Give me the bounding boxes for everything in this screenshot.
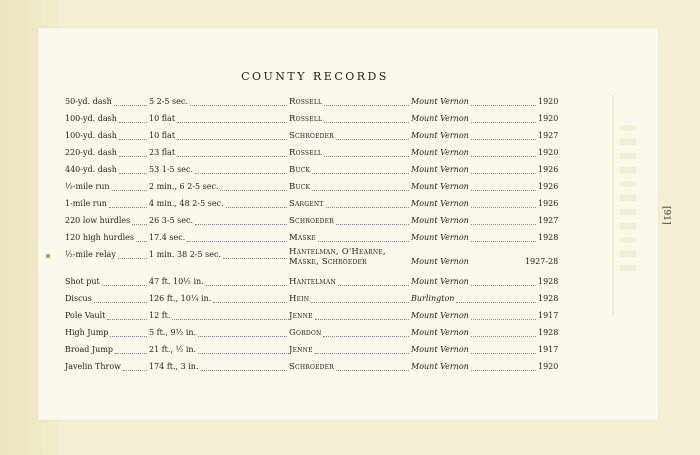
athlete-cell: Hantelman	[289, 277, 336, 287]
year-cell: 1917	[538, 311, 559, 320]
result-cell: 10 flat	[149, 131, 176, 140]
event-cell: 1-mile run	[65, 199, 107, 208]
athlete-cell: Schroeder	[289, 131, 334, 141]
record-row	[0, 247, 700, 274]
result-cell: 4 min., 48 2-5 sec.	[149, 199, 224, 208]
dot-leader	[110, 336, 147, 337]
result-cell: 23 flat	[149, 148, 176, 157]
dot-leader	[107, 319, 147, 320]
school-cell: Mount Vernon	[411, 114, 469, 123]
event-cell: 50-yd. dash	[65, 97, 112, 106]
dot-leader	[471, 156, 536, 157]
year-cell: 1920	[538, 148, 559, 157]
record-row	[0, 97, 700, 113]
athlete-cell: Schroeder	[289, 216, 334, 226]
dot-leader	[114, 105, 147, 106]
year-cell: 1926	[538, 182, 559, 191]
result-cell: 12 ft.	[149, 311, 171, 320]
result-cell: 1 min. 38 2-5 sec.	[149, 250, 222, 259]
school-cell: Mount Vernon	[411, 277, 469, 286]
dot-leader	[471, 190, 536, 191]
athlete-cell: Hein	[289, 294, 310, 304]
dot-leader	[324, 105, 409, 106]
event-cell: 220 low hurdles	[65, 216, 131, 225]
event-cell: Broad Jump	[65, 345, 114, 354]
dot-leader	[312, 190, 409, 191]
dot-leader	[198, 353, 287, 354]
dot-leader	[177, 122, 287, 123]
dot-leader	[312, 173, 409, 174]
school-cell: Mount Vernon	[411, 216, 469, 225]
year-cell: 1920	[538, 362, 559, 371]
dot-leader	[94, 302, 147, 303]
year-cell: 1926	[538, 199, 559, 208]
record-row	[0, 199, 700, 215]
dot-leader	[471, 122, 536, 123]
athlete-cell: Sargent	[289, 199, 324, 209]
athlete-cell: Gordon	[289, 328, 322, 338]
dot-leader	[471, 224, 536, 225]
result-cell: 5 2-5 sec.	[149, 97, 188, 106]
athlete-cell: Jenne	[289, 311, 313, 321]
event-cell: Pole Vault	[65, 311, 106, 320]
record-row	[0, 277, 700, 293]
event-cell: Shot put	[65, 277, 100, 286]
dot-leader	[190, 105, 287, 106]
event-cell: ½-mile relay	[65, 250, 116, 259]
result-cell: 174 ft., 3 in.	[149, 362, 199, 371]
year-cell: 1920	[538, 97, 559, 106]
event-cell: ½-mile run	[65, 182, 110, 191]
year-cell: 1920	[538, 114, 559, 123]
athlete-cell: Hantelman, O'Hearne,	[289, 247, 386, 257]
athlete-cell: Rossell	[289, 97, 323, 107]
result-cell: 26 3-5 sec.	[149, 216, 194, 225]
school-cell: Mount Vernon	[411, 182, 469, 191]
dot-leader	[187, 241, 287, 242]
dot-leader	[336, 370, 409, 371]
event-cell: Discus	[65, 294, 92, 303]
dot-leader	[177, 139, 287, 140]
dot-leader	[119, 139, 147, 140]
dot-leader	[471, 336, 536, 337]
result-cell: 47 ft. 10½ in.	[149, 277, 204, 286]
year-cell: 1928	[538, 328, 559, 337]
school-cell: Mount Vernon	[411, 199, 469, 208]
record-row	[0, 216, 700, 232]
year-cell: 1928	[538, 294, 559, 303]
year-cell: 1927	[538, 216, 559, 225]
dot-leader	[471, 319, 536, 320]
school-cell: Mount Vernon	[411, 131, 469, 140]
page-title: COUNTY RECORDS	[241, 70, 389, 83]
dot-leader	[471, 241, 536, 242]
year-cell: 1917	[538, 345, 559, 354]
athlete-cell: Buck	[289, 165, 311, 175]
record-row	[0, 114, 700, 130]
dot-leader	[132, 224, 147, 225]
athlete-cell: Maske	[289, 233, 317, 243]
school-cell: Mount Vernon	[411, 257, 469, 266]
result-cell: 10 flat	[149, 114, 176, 123]
dot-leader	[226, 207, 287, 208]
year-cell: 1928	[538, 233, 559, 242]
year-cell: 1927	[538, 131, 559, 140]
dot-leader	[206, 285, 287, 286]
school-cell: Mount Vernon	[411, 165, 469, 174]
dot-leader	[471, 370, 536, 371]
dot-leader	[471, 173, 536, 174]
record-row	[0, 165, 700, 181]
school-cell: Mount Vernon	[411, 328, 469, 337]
dot-leader	[220, 190, 287, 191]
school-cell: Mount Vernon	[411, 148, 469, 157]
year-cell: 1928	[538, 277, 559, 286]
result-cell: 5 ft., 9½ in.	[149, 328, 197, 337]
athlete-cell-line2: Maske, Schroeder	[289, 257, 367, 267]
record-row	[0, 131, 700, 147]
dot-leader	[102, 285, 147, 286]
dot-leader	[198, 336, 287, 337]
dot-leader	[201, 370, 287, 371]
record-row	[0, 328, 700, 344]
dot-leader	[109, 207, 147, 208]
school-cell: Mount Vernon	[411, 362, 469, 371]
result-cell: 53 1-5 sec.	[149, 165, 194, 174]
athlete-cell: Jenne	[289, 345, 313, 355]
dot-leader	[195, 224, 287, 225]
dot-leader	[172, 319, 287, 320]
record-row	[0, 182, 700, 198]
dot-leader	[119, 156, 147, 157]
year-cell: 1926	[538, 165, 559, 174]
record-row	[0, 362, 700, 378]
dot-leader	[471, 207, 536, 208]
event-cell: 120 high hurdles	[65, 233, 134, 242]
event-cell: 220-yd. dash	[65, 148, 117, 157]
dot-leader	[471, 353, 536, 354]
page-number: [91]	[661, 206, 671, 225]
record-row	[0, 311, 700, 327]
dot-leader	[315, 319, 409, 320]
result-cell: 126 ft., 10¼ in.	[149, 294, 212, 303]
athlete-cell: Schroeder	[289, 362, 334, 372]
record-row	[0, 294, 700, 310]
record-row	[0, 345, 700, 361]
school-cell: Mount Vernon	[411, 233, 469, 242]
dot-leader	[471, 285, 536, 286]
dot-leader	[318, 241, 409, 242]
dot-leader	[119, 122, 147, 123]
dot-leader	[336, 139, 409, 140]
result-cell: 17.4 sec.	[149, 233, 186, 242]
event-cell: 100-yd. dash	[65, 131, 117, 140]
dot-leader	[118, 258, 147, 259]
dot-leader	[177, 156, 287, 157]
dot-leader	[323, 336, 409, 337]
dot-leader	[471, 105, 536, 106]
athlete-cell: Buck	[289, 182, 311, 192]
dot-leader	[471, 139, 536, 140]
dot-leader	[123, 370, 147, 371]
result-cell: 2 min., 6 2-5 sec.	[149, 182, 219, 191]
dot-leader	[324, 122, 409, 123]
dot-leader	[136, 241, 147, 242]
result-cell: 21 ft., ½ in.	[149, 345, 197, 354]
dot-leader	[456, 302, 536, 303]
athlete-cell: Rossell	[289, 114, 323, 124]
school-cell: Mount Vernon	[411, 345, 469, 354]
dot-leader	[112, 190, 147, 191]
year-cell: 1927-28	[525, 257, 559, 266]
event-cell: 100-yd. dash	[65, 114, 117, 123]
event-cell: 440-yd. dash	[65, 165, 117, 174]
event-cell: High Jump	[65, 328, 109, 337]
school-cell: Mount Vernon	[411, 311, 469, 320]
dot-leader	[315, 353, 409, 354]
dot-leader	[324, 156, 409, 157]
school-cell: Burlington	[411, 294, 455, 303]
event-cell: Javelin Throw	[65, 362, 122, 371]
school-cell: Mount Vernon	[411, 97, 469, 106]
record-row	[0, 148, 700, 164]
dot-leader	[326, 207, 409, 208]
athlete-cell: Rossell	[289, 148, 323, 158]
dot-leader	[311, 302, 409, 303]
dot-leader	[195, 173, 287, 174]
dot-leader	[223, 258, 287, 259]
dot-leader	[115, 353, 147, 354]
dot-leader	[336, 224, 409, 225]
dot-leader	[338, 285, 409, 286]
dot-leader	[119, 173, 147, 174]
dot-leader	[213, 302, 287, 303]
